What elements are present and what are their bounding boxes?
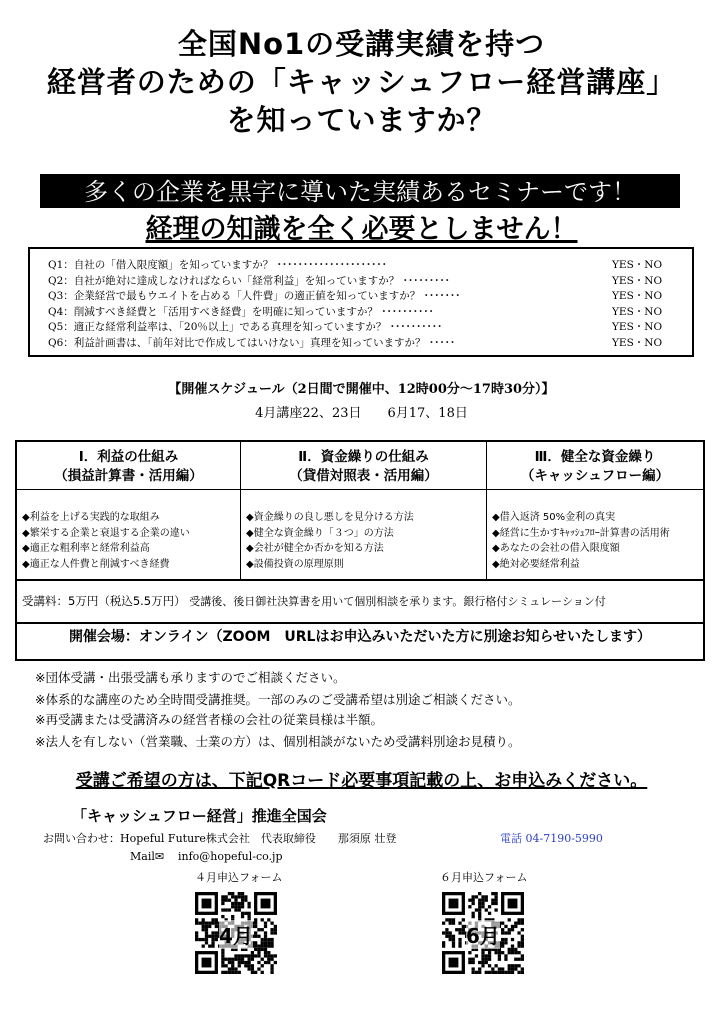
course-item: ◆適正な人件費と削減すべき経費 xyxy=(22,558,170,570)
course-item: ◆借入返済 50%金利の真実 xyxy=(492,512,616,523)
note: ※体系的な講座のため全時間受講推奨。一部のみのご受講希望は別途ご相談ください。 xyxy=(35,692,521,707)
course-table xyxy=(15,440,705,661)
contact-info: お問い合わせ：Hopeful Future株式会社 代表取締役 那須原 壮登 xyxy=(43,832,397,845)
yes-no-answer[interactable]: YES・NO xyxy=(612,305,663,318)
course-item: ◆適正な粗利率と経常利益高 xyxy=(22,543,150,554)
qr-code-april[interactable] xyxy=(195,892,277,978)
course-column-1 xyxy=(17,442,241,579)
course-item: ◆会社が健全か否かを知る方法 xyxy=(246,543,384,554)
course-item: ◆絶対必要経常利益 xyxy=(492,558,580,570)
banner-subtitle-text: 経理の知識を全く必要としません！ xyxy=(142,214,582,245)
note: ※再受講または受講済みの経営者様の会社の従業員様は半額。 xyxy=(35,712,383,727)
question-box xyxy=(28,247,694,357)
fee-detail: 受講後、後日御社決算書を用いて個別相談を承ります。銀行格付シミュレーション付 xyxy=(189,595,606,608)
course-item: ◆経営に生かすｷｬｯｼｭﾌﾛｰ計算書の活用術 xyxy=(492,527,670,539)
question-text: Q3：企業経営で最もウエイトを占める「人件費」の適正値を知っていますか？ ･･･････ xyxy=(48,290,461,302)
organization-name: 「キャッシュフロー経営」推進全国会 xyxy=(72,807,327,825)
banner-text: 多くの企業を黒字に導いた実績あるセミナーです！ xyxy=(84,178,636,206)
question-text: Q5：適正な経常利益率は、「20％以上」である真理を知っていますか？ ･･････････ xyxy=(48,321,443,333)
schedule-heading: 【開催スケジュール（2日間で開催中、12時00分～17時30分）】 xyxy=(168,382,555,397)
headline-line1: 全国No1の受講実績を持つ xyxy=(177,27,546,61)
course-item: ◆設備投資の原理原則 xyxy=(246,558,344,570)
yes-no-answer[interactable]: YES・NO xyxy=(612,274,663,287)
question-text: Q2：自社が絶対に達成しなければならい「経常利益」を知っていますか？ ･････････ xyxy=(48,274,450,287)
form-label-april: ４月申込フォーム xyxy=(195,871,283,884)
course-item: ◆利益を上げる実践的な取組み xyxy=(22,512,160,523)
course-item: ◆資金繰りの良し悪しを見分ける方法 xyxy=(246,512,414,523)
qr-overlay-text: 4月 xyxy=(219,920,253,949)
qr-code-june[interactable] xyxy=(442,892,524,978)
fee-label: 受講料：5万円（税込5.5万円） xyxy=(22,594,186,608)
course-title: Ⅲ．健全な資金繰り xyxy=(534,449,656,465)
qr-overlay-text: 6月 xyxy=(466,920,500,949)
course-subtitle: （損益計算書・活用編） xyxy=(54,468,203,484)
phone-number: 電話 04-7190-5990 xyxy=(500,832,603,845)
course-subtitle: （貸借対照表・活用編） xyxy=(289,468,438,484)
note: ※法人を有しない（営業職、士業の方）は、個別相談がないため受講料別途お見積り。 xyxy=(35,734,521,749)
banner-subtitle xyxy=(0,207,723,246)
question-text: Q6：利益計画書は、「前年対比で作成してはいけない」真理を知っていますか？ ･････ xyxy=(48,336,456,349)
course-item: ◆繁栄する企業と衰退する企業の違い xyxy=(22,527,190,539)
course-item: ◆健全な資金繰り「３つ」の方法 xyxy=(246,527,394,539)
question-text: Q1：自社の「借入限度額」を知っていますか？ ･････････････････････ xyxy=(48,259,387,271)
course-title: Ⅰ．利益の仕組み xyxy=(78,449,179,465)
headline-line2: 経営者のための「キャッシュフロー経営講座」 xyxy=(46,65,677,99)
cta-text: 受講ご希望の方は、下記QRコード必要事項記載の上、お申込みください。 xyxy=(75,771,648,791)
form-label-june: ６月申込フォーム xyxy=(440,871,528,884)
course-subtitle: （キャッシュフロー編） xyxy=(520,468,670,484)
call-to-action xyxy=(0,766,723,791)
yes-no-answer[interactable]: YES・NO xyxy=(612,259,663,271)
course-column-2 xyxy=(241,442,487,579)
question-text: Q4：削減すべき経費と「活用すべき経費」を明確に知っていますか？ ･･････････ xyxy=(48,305,434,318)
headline-line3: を知っていますか？ xyxy=(226,103,497,137)
yes-no-answer[interactable]: YES・NO xyxy=(612,321,663,333)
course-item: ◆あなたの会社の借入限度額 xyxy=(492,543,620,554)
note: ※団体受講・出張受講も承りますのでご相談ください。 xyxy=(35,670,346,685)
course-column-3 xyxy=(487,442,703,579)
course-title: Ⅱ．資金繰りの仕組み xyxy=(298,449,429,465)
mail-address[interactable]: info@hopeful-co.jp xyxy=(178,850,283,863)
schedule-dates: 4月講座22、23日 6月17、18日 xyxy=(255,406,468,421)
mail-label: Mail✉ xyxy=(130,850,165,863)
yes-no-answer[interactable]: YES・NO xyxy=(612,336,663,349)
fee-row xyxy=(17,579,703,624)
venue: 開催会場：オンライン（ZOOM URLはお申込みいただいた方に別途お知らせいたします） xyxy=(68,629,652,645)
yes-no-answer[interactable]: YES・NO xyxy=(612,290,663,302)
